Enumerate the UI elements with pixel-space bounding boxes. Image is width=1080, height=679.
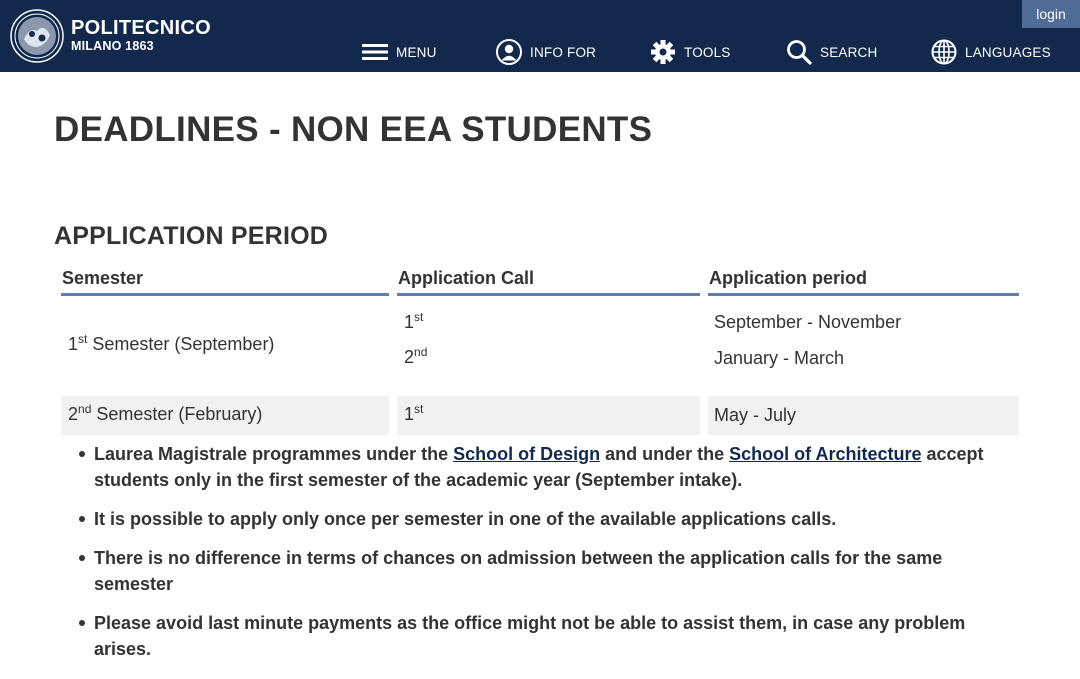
call-ordinal: nd <box>414 345 428 359</box>
list-item: It is possible to apply only once per semester in one of the available applications calls. <box>94 506 1024 532</box>
gear-icon <box>650 39 676 65</box>
nav-info-for-button[interactable] <box>496 38 596 66</box>
list-item: There is no difference in terms of chances on admission between the application calls for the same semester <box>94 545 1024 597</box>
call-ordinal: st <box>414 402 424 416</box>
column-header-semester: Semester <box>61 268 389 296</box>
nav-menu-button[interactable] <box>362 38 437 66</box>
notes-list <box>94 441 1024 675</box>
column-header-application-period: Application period <box>708 268 1019 296</box>
politecnico-seal-logo[interactable] <box>10 9 64 63</box>
section-title: APPLICATION PERIOD <box>54 222 328 250</box>
list-item <box>94 441 1024 493</box>
call-ordinal: st <box>414 310 424 324</box>
note-text: Laurea Magistrale programmes under the <box>94 444 454 464</box>
globe-icon <box>931 39 957 65</box>
call-number: 2 <box>404 347 415 367</box>
hamburger-icon <box>362 42 388 62</box>
site-header <box>0 0 1080 72</box>
school-of-architecture-link[interactable]: School of Architecture <box>729 444 922 464</box>
brand-subtitle: MILANO 1863 <box>71 39 154 53</box>
table-cell-period: May - July <box>714 405 797 425</box>
table-cell-period: January - March <box>714 348 845 368</box>
column-header-application-call: Application Call <box>397 268 700 296</box>
call-number: 1 <box>404 312 415 332</box>
nav-tools-button[interactable] <box>650 38 731 66</box>
semester-label: Semester (September) <box>87 334 275 354</box>
semester-number: 2 <box>68 404 79 424</box>
brand-name: POLITECNICO <box>71 17 211 39</box>
nav-tools-label: TOOLS <box>684 44 731 60</box>
semester-label: Semester (February) <box>91 404 263 424</box>
search-icon <box>786 39 812 65</box>
page-title: DEADLINES - NON EEA STUDENTS <box>54 110 653 149</box>
nav-menu-label: MENU <box>396 44 437 60</box>
table-cell-call <box>404 312 423 333</box>
user-icon <box>496 39 522 65</box>
table-cell-semester <box>68 404 262 425</box>
note-text: accept students only in the first semester of the academic year (September intake). <box>94 444 984 490</box>
table-row-background <box>397 396 700 435</box>
nav-languages-button[interactable] <box>931 38 1051 66</box>
table-cell-semester <box>68 334 274 355</box>
nav-languages-label: LANGUAGES <box>965 44 1051 60</box>
call-number: 1 <box>404 404 415 424</box>
semester-number: 1 <box>68 334 79 354</box>
school-of-design-link[interactable]: School of Design <box>453 444 601 464</box>
note-text: and under the <box>600 444 730 464</box>
nav-search-label: SEARCH <box>820 44 878 60</box>
table-cell-call <box>404 347 427 368</box>
nav-search-button[interactable] <box>786 38 877 66</box>
semester-ordinal: st <box>78 332 88 346</box>
login-button[interactable]: login <box>1022 0 1080 28</box>
semester-ordinal: nd <box>78 402 92 416</box>
list-item: Please avoid last minute payments as the office might not be able to assist them, in case any problem arises. <box>94 610 1024 662</box>
nav-info-for-label: INFO FOR <box>530 44 597 60</box>
brand[interactable] <box>71 17 211 53</box>
table-cell-period: September - November <box>714 312 902 332</box>
table-cell-call <box>404 404 423 425</box>
